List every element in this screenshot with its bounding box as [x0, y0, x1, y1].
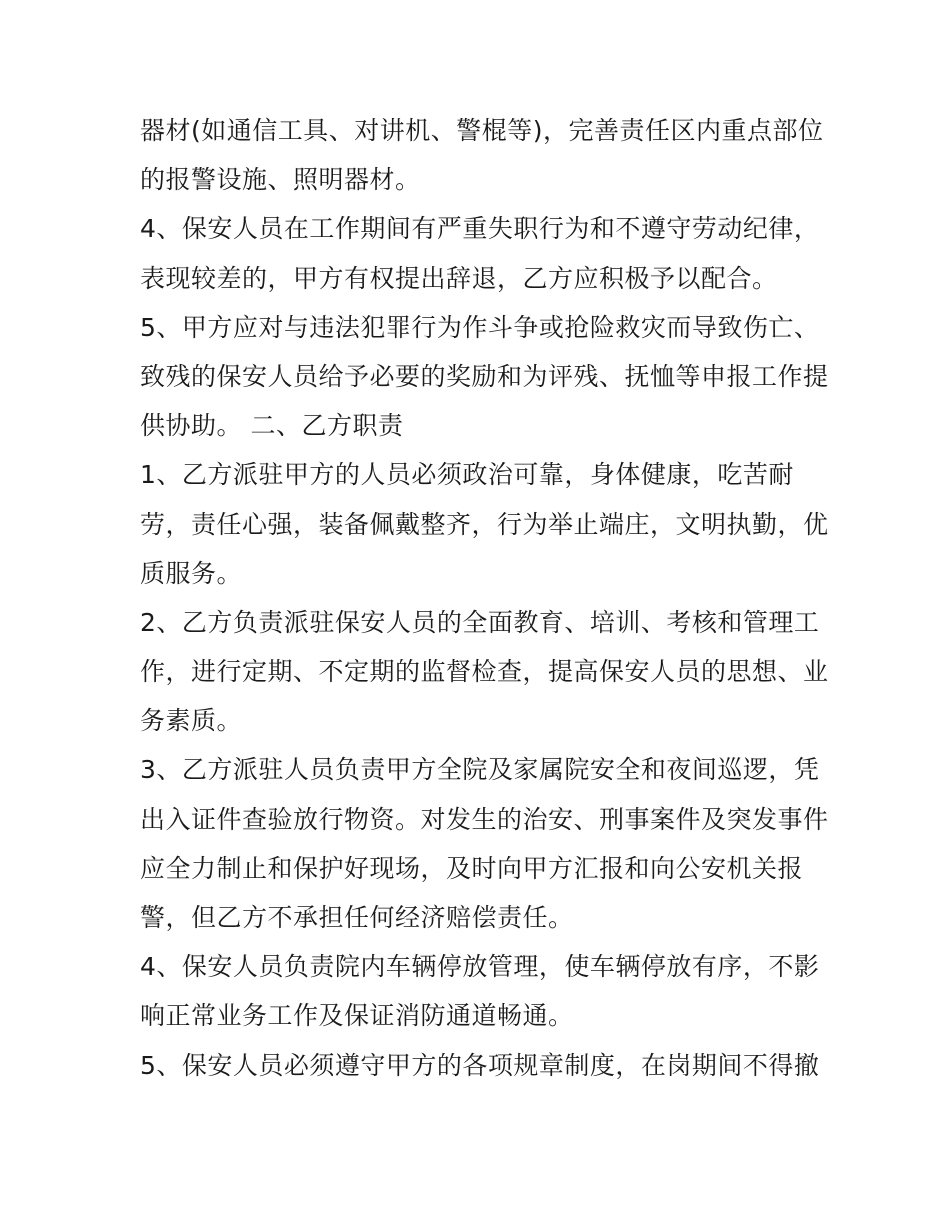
text-line: 5、甲方应对与违法犯罪行为作斗争或抢险救灾而导致伤亡、 — [140, 312, 820, 342]
text-line: 质服务。 — [140, 558, 243, 588]
text-line: 务素质。 — [140, 706, 243, 736]
text-line: 供协助。 二、乙方职责 — [140, 411, 404, 441]
text-line: 4、保安人员在工作期间有严重失职行为和不遵守劳动纪律， — [140, 214, 820, 244]
text-line: 致残的保安人员给予必要的奖励和为评残、抚恤等申报工作提 — [140, 361, 829, 391]
text-line: 出入证件查验放行物资。对发生的治安、刑事案件及突发事件 — [140, 804, 829, 834]
text-line: 表现较差的，甲方有权提出辞退，乙方应积极予以配合。 — [140, 263, 778, 293]
text-line: 作，进行定期、不定期的监督检查，提高保安人员的思想、业 — [140, 657, 829, 687]
text-line: 劳，责任心强，装备佩戴整齐，行为举止端庄，文明执勤，优 — [140, 509, 829, 539]
text-line: 的报警设施、照明器材。 — [140, 165, 421, 195]
text-line: 响正常业务工作及保证消防通道畅通。 — [140, 1001, 574, 1031]
text-line: 警，但乙方不承担任何经济赔偿责任。 — [140, 903, 574, 932]
text-line: 5、保安人员必须遵守甲方的各项规章制度，在岗期间不得撤 — [140, 1050, 820, 1080]
text-line: 4、保安人员负责院内车辆停放管理，使车辆停放有序，不影 — [140, 952, 820, 982]
text-line: 2、乙方负责派驻保安人员的全面教育、培训、考核和管理工 — [140, 607, 820, 637]
text-line: 应全力制止和保护好现场，及时向甲方汇报和向公安机关报 — [140, 853, 804, 883]
text-line: 器材(如通信工具、对讲机、警棍等)，完善责任区内重点部位 — [140, 116, 824, 145]
document-body — [140, 106, 829, 1090]
text-line: 3、乙方派驻人员负责甲方全院及家属院安全和夜间巡逻，凭 — [140, 755, 820, 785]
text-line: 1、乙方派驻甲方的人员必须政治可靠，身体健康，吃苦耐 — [140, 460, 794, 490]
